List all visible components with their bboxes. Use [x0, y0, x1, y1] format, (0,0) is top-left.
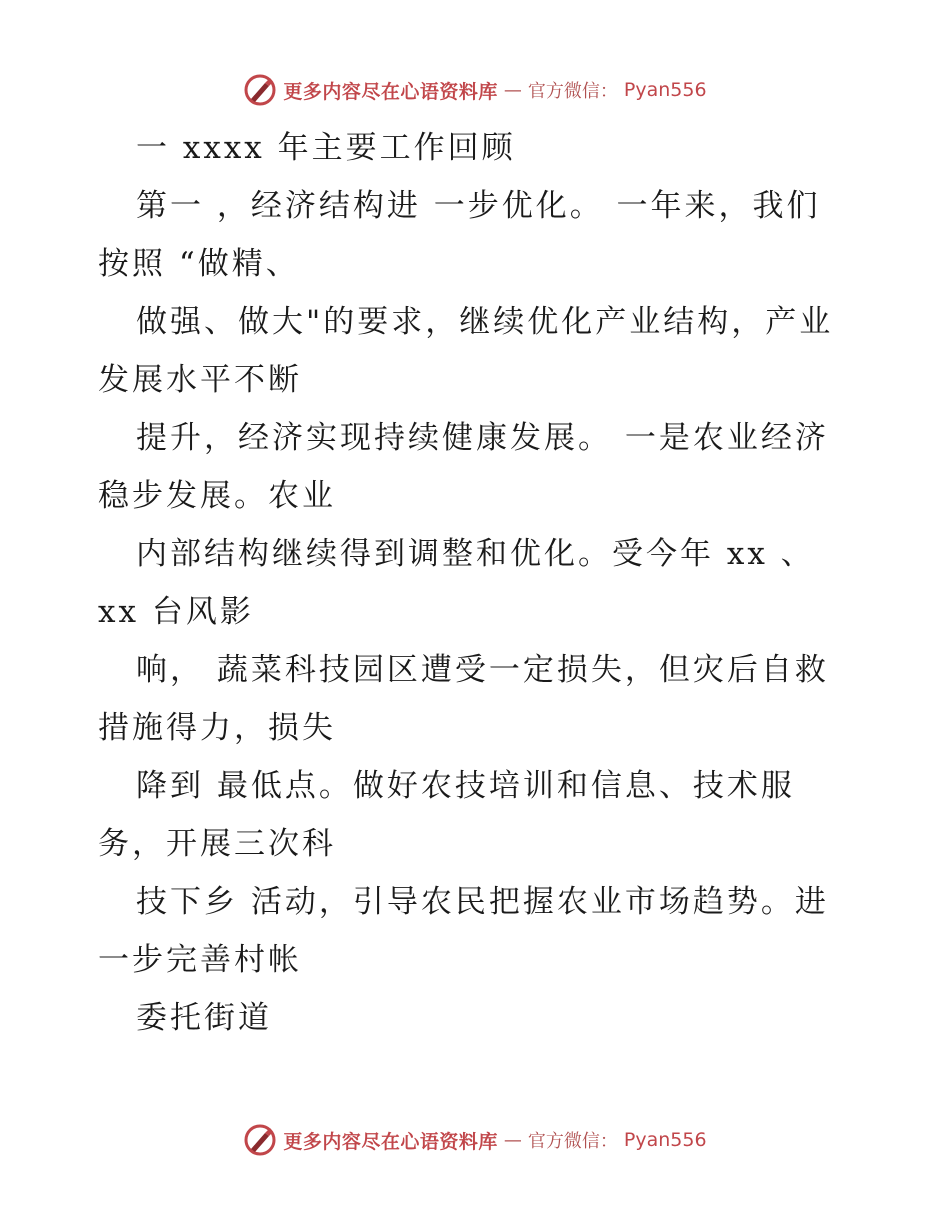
- text-line: 按照 “做精、: [98, 246, 300, 282]
- text-line: 提升，经济实现持续健康发展。 一是农业经济: [136, 420, 829, 456]
- banner-dash: —: [503, 1129, 522, 1151]
- text-line: 降到 最低点。做好农技培训和信息、技术服: [136, 768, 795, 804]
- text-line: 内部结构继续得到调整和优化。受今年 xx 、: [136, 536, 815, 572]
- text-line: xx 台风影: [98, 594, 254, 630]
- text-line: 响， 蔬菜科技园区遭受一定损失，但灾后自救: [136, 652, 829, 688]
- wechat-label: 官方微信：: [527, 1131, 618, 1152]
- text-line: 技下乡 活动，引导农民把握农业市场趋势。进: [136, 884, 829, 920]
- heading-line: 一 xxxx 年主要工作回顾: [136, 130, 516, 166]
- site-name: 更多内容尽在心语资料库: [283, 80, 498, 103]
- text-line: 务，开展三次科: [98, 826, 336, 862]
- text-line: 第一 ，经济结构进 一步优化。 一年来，我们: [136, 188, 821, 224]
- pen-logo-icon: [243, 73, 277, 107]
- wechat-id: Pyan556: [623, 79, 707, 101]
- text-line: 发展水平不断: [98, 362, 302, 398]
- site-name: 更多内容尽在心语资料库: [283, 1130, 498, 1153]
- footer-banner: [0, 1120, 950, 1160]
- text-line: 委托街道: [136, 1000, 272, 1036]
- text-line: 做强、做大"的要求，继续优化产业结构，产业: [136, 304, 834, 340]
- pen-logo-icon: [243, 1123, 277, 1157]
- wechat-id: Pyan556: [623, 1129, 707, 1151]
- banner-dash: —: [503, 79, 522, 101]
- wechat-label: 官方微信：: [527, 81, 618, 102]
- text-line: 一步完善村帐: [98, 942, 302, 978]
- header-banner: [0, 70, 950, 110]
- text-line: 稳步发展。农业: [98, 478, 336, 514]
- text-line: 措施得力，损失: [98, 710, 336, 746]
